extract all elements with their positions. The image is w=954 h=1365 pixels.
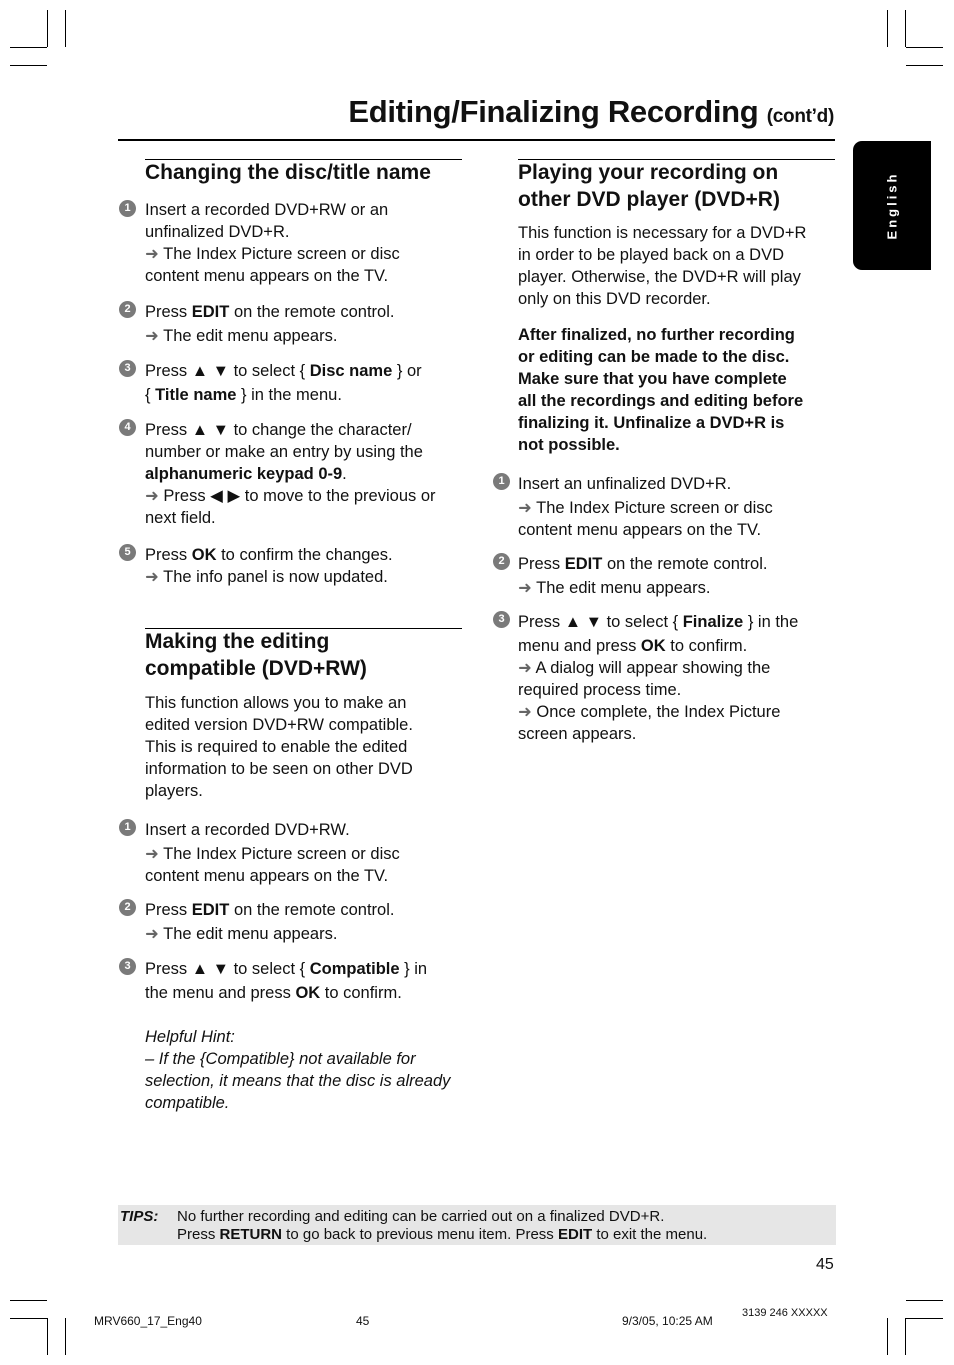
step-result: The Index Picture screen or disc [536,499,773,517]
step-text: Press [518,555,565,573]
step-text: { [145,386,156,404]
result-arrow-icon: ➜ [145,568,159,586]
step-2-finalize [518,553,838,599]
step-text: to confirm the changes. [216,546,393,564]
result-arrow-icon: ➜ [145,487,159,505]
step-result: Once complete, the Index Picture [536,703,781,721]
step-text: on the remote control. [229,303,395,321]
warning-line: all the recordings and editing before [518,392,804,410]
tips-line-1: No further recording and editing can be carried out on a finalized DVD+R. [177,1208,665,1225]
tips-label: TIPS: [120,1208,159,1225]
intro-line: players. [145,782,203,800]
section-heading-playing-recording [518,159,780,213]
step-number-badge: 1 [493,473,510,490]
warning-line: Make sure that you have complete [518,370,787,388]
step-1-finalize [518,473,838,541]
footer-code: 3139 246 XXXXX [742,1307,828,1319]
crop-mark [906,1300,943,1301]
warning-line: finalizing it. Unfinalize a DVD+R is [518,414,785,432]
step-result-cont: content menu appears on the TV. [145,867,389,885]
step-4-changing-name [145,419,465,529]
crop-mark [905,1318,906,1355]
intro-line: only on this DVD recorder. [518,290,711,308]
hint-title: Helpful Hint: [145,1028,235,1046]
step-text: on the remote control. [229,901,395,919]
step-text: the menu and press [145,984,296,1002]
intro-line: This function is necessary for a DVD+R [518,224,807,242]
crop-mark [887,1318,888,1355]
key-name: EDIT [191,901,230,919]
helpful-hint [145,1026,465,1114]
step-result-cont: required process time. [518,681,682,699]
step-5-changing-name [145,544,465,588]
tips-text: to exit the menu. [592,1226,708,1243]
finalize-warning [518,324,843,456]
section-intro-playing [518,222,838,310]
result-arrow-icon: ➜ [145,245,159,263]
key-name: OK [295,984,321,1002]
result-arrow-icon: ➜ [145,925,159,943]
footer-page: 45 [356,1314,370,1328]
intro-line: edited version DVD+RW compatible. [145,716,413,734]
crop-mark [10,47,47,48]
key-name: EDIT [564,555,603,573]
step-text: . [342,465,347,483]
heading-line: compatible (DVD+RW) [145,657,367,680]
hint-line: compatible. [145,1094,230,1112]
result-arrow-icon: ➜ [518,579,532,597]
step-text: Press [145,303,192,321]
intro-line: information to be seen on other DVD [145,760,413,778]
key-name: RETURN [219,1226,283,1243]
step-result-cont: screen appears. [518,725,637,743]
menu-option: Disc name [309,362,393,380]
warning-line: not possible. [518,436,620,454]
crop-mark [10,1318,47,1319]
step-3-compatible [145,958,465,1004]
key-name: alphanumeric keypad 0-9 [145,465,343,483]
step-text: } or [392,362,422,380]
result-arrow-icon: ➜ [518,659,532,677]
step-result: The edit menu appears. [163,925,338,943]
step-number-badge: 2 [119,899,136,916]
step-text: menu and press [518,637,641,655]
step-2-changing-name [145,301,465,347]
heading-line: Making the editing [145,630,330,653]
crop-mark [906,65,943,66]
step-number-badge: 4 [119,419,136,436]
step-number-badge: 3 [119,360,136,377]
step-text: } in the menu. [236,386,342,404]
section-intro-compatible [145,692,465,802]
step-text: Press [145,546,192,564]
step-number-badge: 3 [119,958,136,975]
step-line: unfinalized DVD+R. [145,223,290,241]
page-number: 45 [816,1256,834,1273]
step-number-badge: 1 [119,819,136,836]
menu-option: Finalize [682,613,744,631]
heading-line: Playing your recording on [518,161,779,184]
heading-line: other DVD player (DVD+R) [518,188,780,211]
step-1-changing-name [145,199,465,287]
hint-line: selection, it means that the disc is already [145,1072,451,1090]
crop-mark [10,1300,47,1301]
step-3-changing-name [145,360,465,406]
language-tab [853,141,931,270]
step-result: The Index Picture screen or disc [163,245,400,263]
step-text: Press ▲ ▼ to select { [145,362,310,380]
tips-bar [118,1205,836,1245]
step-text: } in [399,960,428,978]
warning-line: After finalized, no further recording [518,326,795,344]
tips-text: Press [177,1226,220,1243]
intro-line: This is required to enable the edited [145,738,408,756]
result-arrow-icon: ➜ [518,499,532,517]
step-number-badge: 1 [119,200,136,217]
menu-option: Title name [155,386,237,404]
key-name: OK [640,637,666,655]
step-line: number or make an entry by using the [145,443,423,461]
step-result-cont: content menu appears on the TV. [518,521,762,539]
footer-date: 9/3/05, 10:25 AM [622,1314,713,1328]
step-text: Press [145,901,192,919]
step-line: Insert a recorded DVD+RW or an [145,201,389,219]
step-number-badge: 2 [119,301,136,318]
step-result: The Index Picture screen or disc [163,845,400,863]
result-arrow-icon: ➜ [518,703,532,721]
tips-line-2 [177,1226,707,1243]
crop-mark [905,10,906,47]
page-title [348,94,834,130]
step-result: Press ◀ ▶ to move to the previous or [163,487,436,505]
result-arrow-icon: ➜ [145,327,159,345]
step-result-cont: next field. [145,509,216,527]
intro-line: This function allows you to make an [145,694,407,712]
intro-line: in order to be played back on a DVD [518,246,784,264]
step-1-compatible [145,819,465,887]
crop-mark [65,1318,66,1355]
crop-mark [887,10,888,47]
step-result-cont: content menu appears on the TV. [145,267,389,285]
crop-mark [10,65,47,66]
step-number-badge: 5 [119,544,136,561]
section-heading-changing-name: Changing the disc/title name [145,161,431,184]
crop-mark [65,10,66,47]
step-text: } in the [743,613,799,631]
step-number-badge: 3 [493,611,510,628]
step-number-badge: 2 [493,553,510,570]
step-result: The edit menu appears. [163,327,338,345]
step-3-finalize [518,611,838,745]
tips-text: to go back to previous menu item. Press [282,1226,558,1243]
key-name: OK [191,546,217,564]
warning-line: or editing can be made to the disc. [518,348,790,366]
result-arrow-icon: ➜ [145,845,159,863]
step-line: Insert a recorded DVD+RW. [145,821,350,839]
crop-mark [906,1318,943,1319]
footer-filename: MRV660_17_Eng40 [94,1314,202,1328]
menu-option: Compatible [309,960,400,978]
step-text: Press ▲ ▼ to select { [145,960,310,978]
step-text: Press ▲ ▼ to select { [518,613,683,631]
hint-line: – If the {Compatible} not available for [145,1050,416,1068]
section-heading-making-compatible [145,628,367,682]
step-line: Insert an unfinalized DVD+R. [518,475,732,493]
page-title-text: Editing/Finalizing Recording [348,94,759,129]
page-title-suffix: (cont’d) [766,106,834,127]
crop-mark [47,10,48,47]
step-text: to confirm. [665,637,748,655]
step-result: The edit menu appears. [536,579,711,597]
title-divider [118,139,835,141]
intro-line: player. Otherwise, the DVD+R will play [518,268,801,286]
step-text: to confirm. [320,984,402,1002]
crop-mark [906,47,943,48]
step-2-compatible [145,899,465,945]
key-name: EDIT [557,1226,593,1243]
language-tab-label: English [884,171,900,240]
step-result: A dialog will appear showing the [535,659,771,677]
step-text: on the remote control. [602,555,768,573]
key-name: EDIT [191,303,230,321]
crop-mark [47,1318,48,1355]
step-line: Press ▲ ▼ to change the character/ [145,421,412,439]
step-result: The info panel is now updated. [163,568,388,586]
